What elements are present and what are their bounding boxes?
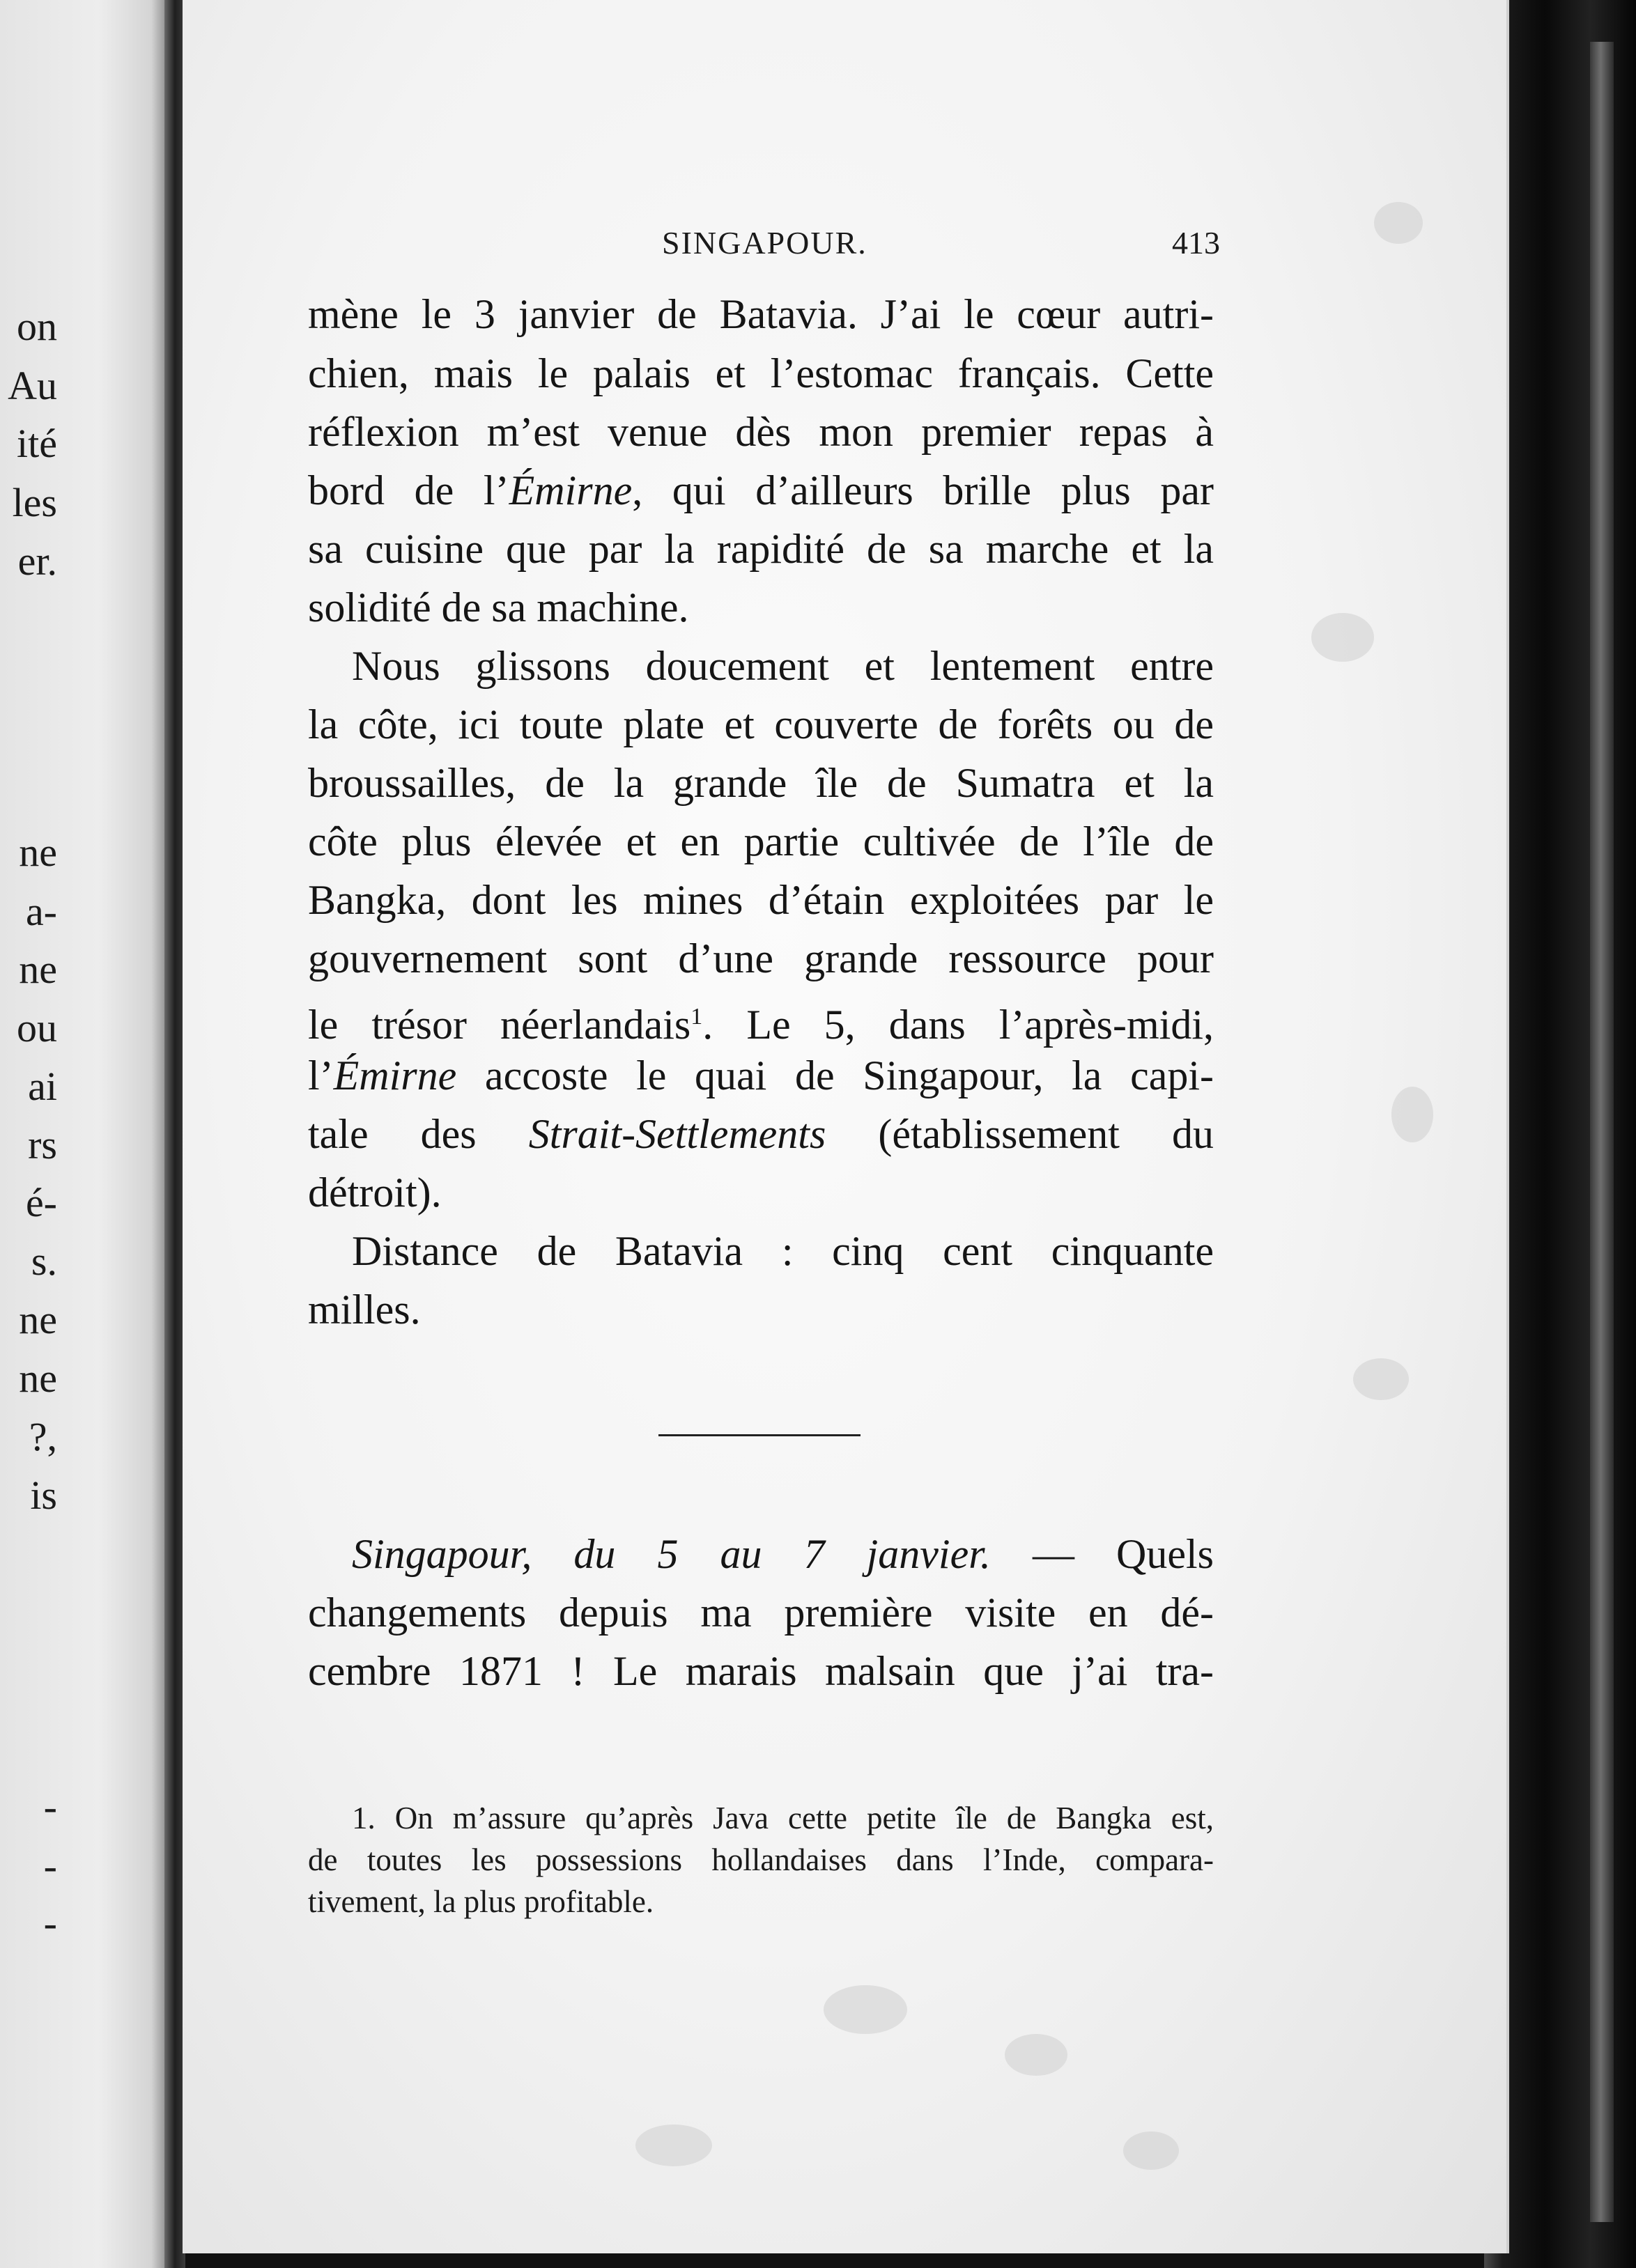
left-page-fragment: ne [19,832,57,873]
text-line [308,1050,1214,1101]
text-line [352,1529,1214,1579]
previous-page-edge [0,0,164,2268]
text-line: détroit). [308,1170,442,1215]
text-line: Distance de Batavia : cinq cent cinquante [352,1228,1214,1274]
left-page-fragment: rs [28,1125,57,1165]
foxing-spot [635,2125,712,2166]
left-page-fragment: ou [17,1008,57,1048]
page-stack-highlight [1590,42,1614,2222]
left-page-fragment: ité [17,424,57,464]
left-page-fragment: les [12,483,57,523]
text-fragment: , qui d’ailleurs brille plus par [632,467,1214,513]
text-line: gouvernement sont d’une grande ressource pour [308,935,1214,981]
left-page-fragment: é- [25,1183,57,1223]
left-page-fragment: ne [19,949,57,990]
left-page-fragment: on [17,306,57,347]
foxing-spot [1374,202,1423,244]
text-line: la côte, ici toute plate et couverte de forêts ou de [308,701,1214,747]
footnote-marker: 1 [690,1004,703,1030]
ship-name: Émirne [333,1053,457,1098]
text-line: Bangka, dont les mines d’étain exploitées par le [308,877,1214,923]
left-page-fragment: Au [8,366,57,406]
left-page-fragment: ne [19,1358,57,1399]
place-name: Strait-Settlements [528,1111,826,1157]
text-fragment: l’ [308,1053,334,1098]
foxing-spot [824,1985,907,2034]
text-line: broussailles, de la grande île de Sumatra et la [308,760,1214,806]
left-page-fragment: - [43,1787,57,1827]
ship-name: Émirne [509,467,633,513]
footnote-line: 1. On m’assure qu’après Java cette petite île de Bangka est, [352,1801,1214,1835]
text-line: mène le 3 janvier de Batavia. J’ai le cœur autri- [308,291,1214,337]
text-fragment: tale des [308,1111,529,1157]
text-line [308,992,1214,1048]
left-page-fragment: - [43,1846,57,1886]
text-fragment: le trésor néerlandais [308,1002,691,1048]
running-title: SINGAPOUR. [662,225,867,261]
foxing-spot [1391,1087,1433,1142]
left-page-fragment: ne [19,1300,57,1340]
text-line: sa cuisine que par la rapidité de sa marche et la [308,526,1214,572]
left-page-fragment: - [43,1903,57,1943]
left-page-fragment: ?, [29,1417,57,1457]
text-fragment: accoste le quai de Singapour, la capi- [456,1053,1214,1098]
section-divider-rule [658,1434,861,1436]
text-line: cembre 1871 ! Le marais malsain que j’ai tra- [308,1648,1214,1694]
left-page-fragment: is [30,1475,57,1516]
foxing-spot [1311,613,1374,662]
dated-entry-heading: Singapour, du 5 au 7 janvier. [352,1531,991,1577]
footnote-line: tivement, la plus profitable. [308,1884,654,1919]
text-fragment: — Quels [990,1531,1214,1577]
left-page-fragment: er. [17,541,57,582]
text-line: chien, mais le palais et l’estomac français. Cette [308,350,1214,396]
page-number: 413 [1172,225,1220,261]
foxing-spot [1353,1358,1409,1400]
text-line [308,465,1214,515]
left-page-fragment: ai [28,1066,57,1107]
left-page-fragment: a- [25,892,57,932]
foxing-spot [1005,2034,1067,2076]
footnote-line: de toutes les possessions hollandaises dans l’Inde, compara- [308,1842,1214,1877]
text-line: solidité de sa machine. [308,584,689,630]
text-line: réflexion m’est venue dès mon premier repas à [308,409,1214,455]
left-page-fragment: s. [31,1241,57,1282]
text-line [308,1109,1214,1159]
text-line: côte plus élevée et en partie cultivée de l’île de [308,818,1214,864]
text-line: changements depuis ma première visite en dé- [308,1590,1214,1636]
text-line: milles. [308,1287,421,1333]
text-fragment: (établissement du [826,1111,1214,1157]
text-fragment: . Le 5, dans l’après-midi, [702,1002,1214,1048]
foxing-spot [1123,2131,1179,2170]
text-line: Nous glissons doucement et lentement entre [352,643,1214,689]
text-fragment: bord de l’ [308,467,509,513]
